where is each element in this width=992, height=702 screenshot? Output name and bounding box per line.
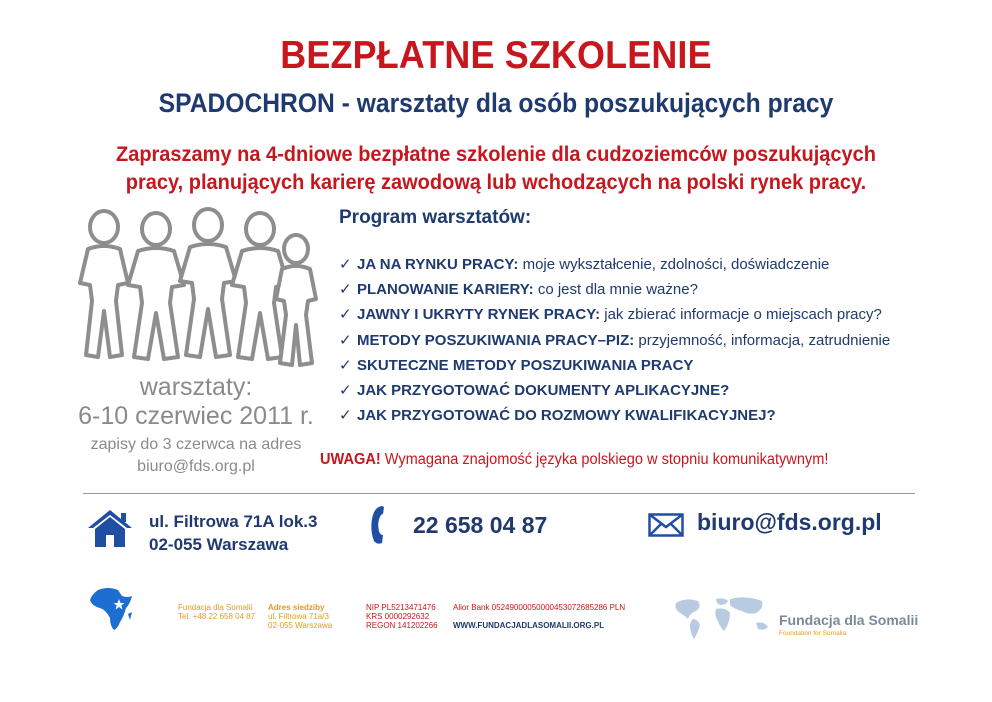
invitation-line-2: pracy, planujących karierę zawodową lub wchodzących na polski rynek pracy. [125,170,867,194]
divider [83,493,915,494]
footer-bank [453,603,625,630]
invitation-line-1: Zapraszamy na 4-dniowe bezpłatne szkolenie dla cudzoziemców poszukujących [115,142,877,166]
program-list [339,252,890,428]
footer-address [268,603,332,630]
person-figure-3 [180,209,236,357]
people-group-icon [74,205,318,371]
home-icon [88,508,132,548]
check-icon: ✓ [339,306,352,324]
address-city: 02-055 Warszawa [149,535,289,554]
program-item [339,328,890,353]
program-item-heading: JAK PRZYGOTOWAĆ DOKUMENTY APLIKACYJNE? [357,381,730,399]
program-item-text: moje wykształcenie, zdolności, doświadczenie [518,256,830,273]
footer-org-phone: Tel. +48 22 658 04 87 [178,612,256,621]
footer-bank-account: Alior Bank 05249000050000453072685286 PLN [453,603,626,612]
footer-nip: NIP PL5213471476 [366,603,436,612]
page-subtitle: SPADOCHRON - warsztaty dla osób poszukujących pracy [158,88,834,118]
mail-icon [648,513,684,537]
workshop-dates: 6-10 czerwiec 2011 r. [78,402,314,430]
program-item [339,353,890,378]
world-map-icon [672,593,776,641]
program-item-heading: JA NA RYNKU PRACY: [357,256,519,273]
program-item-heading: METODY POSZUKIWANIA PRACY–PIZ: [357,331,635,349]
footer-krs: KRS 0000292632 [366,612,430,621]
check-icon: ✓ [339,331,352,349]
program-item-text: co jest dla mnie ważne? [533,281,698,299]
footer-registry [366,603,438,630]
footer-website[interactable]: WWW.FUNDACJADLASOMALII.ORG.PL [453,621,605,630]
program-item-heading: JAK PRZYGOTOWAĆ DO ROZMOWY KWALIFIKACYJNEJ? [357,407,776,425]
check-icon: ✓ [339,356,352,374]
check-icon: ✓ [339,281,352,299]
person-figure-5 [276,235,316,365]
person-figure-1 [80,211,128,357]
program-item-heading: SKUTECZNE METODY POSZUKIWANIA PRACY [357,356,694,374]
registration-note: zapisy do 3 czerwca na adres [90,436,302,453]
program-item-heading: JAWNY I UKRYTY RYNEK PRACY: [357,306,601,324]
address-street: ul. Filtrowa 71A lok.3 [149,512,318,531]
check-icon: ✓ [339,256,352,273]
footer-org [178,603,255,621]
program-item [339,277,890,302]
program-item [339,403,890,428]
warning-label: UWAGA! [320,451,381,468]
footer-org-name: Fundacja dla Somalii [178,603,253,612]
program-item-text: przyjemność, informacja, zatrudnienie [634,331,891,349]
program-title: Program warsztatów: [339,207,532,228]
program-item [339,378,890,403]
person-figure-2 [128,213,184,359]
program-item-text: jak zbierać informacje o miejscach pracy? [600,306,882,324]
logo-subtitle: Foundation for Somalia [779,630,847,637]
logo-wordmark: Fundacja dla Somalii [779,612,919,628]
footer-regon: REGON 141202266 [366,621,438,630]
workshop-label: warsztaty: [139,373,253,401]
page-title: BEZPŁATNE SZKOLENIE [280,34,712,77]
registration-email[interactable]: biuro@fds.org.pl [137,458,255,475]
program-item [339,252,890,277]
program-item [339,302,890,327]
check-icon: ✓ [339,407,352,425]
phone-icon [370,505,388,545]
program-item-heading: PLANOWANIE KARIERY: [357,281,534,299]
footer-address-city: 02-055 Warszawa [268,621,333,630]
language-warning [320,451,828,469]
check-icon: ✓ [339,381,352,399]
warning-text: Wymagana znajomość języka polskiego w stopniu komunikatywnym! [380,451,829,468]
contact-email[interactable]: biuro@fds.org.pl [697,509,882,535]
footer-address-street: ul. Filtrowa 71a/3 [268,612,329,621]
footer-address-label: Adres siedziby [268,603,325,612]
phone-number[interactable]: 22 658 04 87 [413,512,548,538]
africa-map-logo-icon [88,586,144,632]
